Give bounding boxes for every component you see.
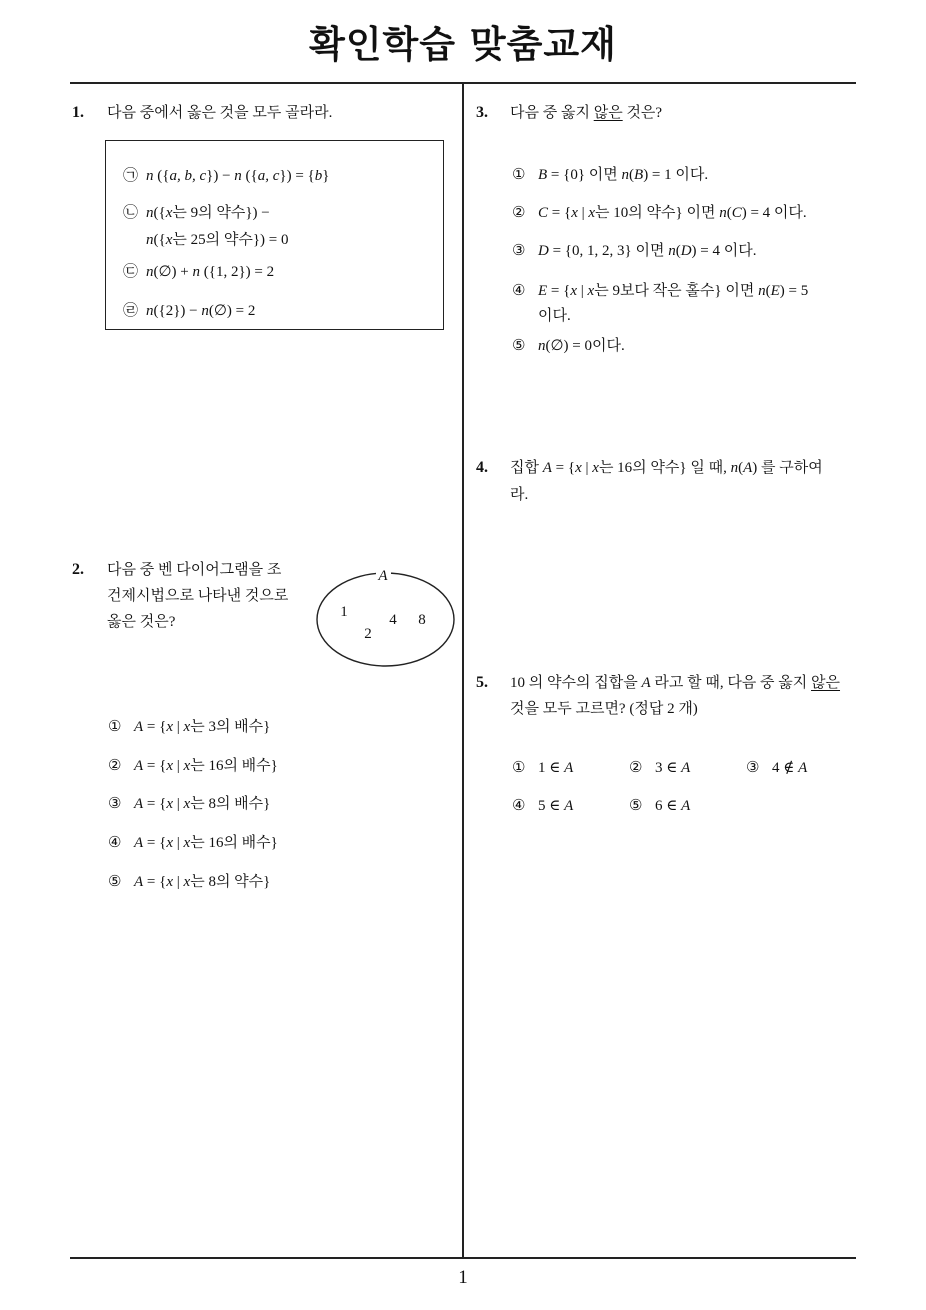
- answer-option: [629, 758, 690, 778]
- math-variable: x: [165, 232, 173, 248]
- text-run: 는 8의 배수}: [190, 796, 271, 812]
- answer-option: [108, 756, 278, 776]
- math-variable: A: [134, 835, 144, 851]
- math-variable: A: [564, 760, 574, 776]
- answer-option: [108, 872, 270, 892]
- math-variable: n: [668, 243, 676, 259]
- answer-option: [746, 758, 807, 778]
- math-variable: n: [146, 168, 154, 184]
- problem-question-line: 것을 모두 고르면? (정답 2 개): [510, 701, 698, 717]
- math-variable: A: [564, 798, 574, 814]
- option-marker: ④: [512, 798, 526, 814]
- text-run: (: [765, 283, 771, 299]
- text-run: 는 10의 약수} 이면: [595, 205, 720, 221]
- math-variable: x: [166, 719, 174, 735]
- text-run: (∅) = 0이다.: [545, 338, 625, 354]
- math-variable: x: [183, 796, 191, 812]
- page-title: 확인학습 맞춤교재: [309, 23, 617, 66]
- option-marker: ④: [512, 283, 526, 299]
- option-marker: ③: [746, 760, 760, 776]
- text-run: (∅) +: [153, 264, 193, 280]
- math-variable: b: [314, 168, 323, 184]
- statement-marker: ㉠: [123, 168, 139, 184]
- math-variable: A: [681, 798, 691, 814]
- text-run: = {0} 이면: [547, 167, 622, 183]
- text-run: (∅) = 2: [208, 303, 256, 319]
- text-run: 는 9보다 작은 홀수} 이면: [594, 283, 759, 299]
- math-variable: n: [146, 232, 154, 248]
- answer-option: [108, 794, 270, 814]
- math-variable: B: [634, 167, 644, 183]
- math-variable: x: [165, 205, 173, 221]
- set-element: 8: [418, 612, 426, 628]
- option-marker: ⑤: [512, 338, 526, 354]
- statement-marker: ㉡: [123, 205, 139, 221]
- math-variable: n: [146, 264, 154, 280]
- option-marker: ②: [512, 205, 526, 221]
- text-run: |: [173, 719, 184, 735]
- statement-marker: ㉢: [123, 264, 139, 280]
- text-run: 집합: [510, 460, 543, 476]
- option-text: [538, 338, 625, 354]
- statement-text: [146, 264, 274, 280]
- text-run: }) = {: [279, 168, 315, 184]
- text-run: ({1, 2}) = 2: [200, 264, 275, 280]
- text-run: ) = 1 이다.: [643, 167, 709, 183]
- math-variable: A: [134, 796, 144, 812]
- statement-item: [123, 203, 270, 223]
- question-text: 다음 중 옳지: [510, 105, 594, 121]
- text-run: = {: [143, 874, 167, 890]
- text-run: }) −: [206, 168, 235, 184]
- option-text: [134, 874, 270, 890]
- text-run: |: [173, 758, 184, 774]
- text-run: |: [577, 283, 588, 299]
- text-run: ({: [153, 205, 166, 221]
- text-run: ) = 4 이다.: [741, 205, 807, 221]
- problem-question-line: 다음 중 벤 다이어그램을 조: [107, 562, 282, 578]
- text-run: (: [629, 167, 635, 183]
- text-run: 는 16의 배수}: [190, 758, 278, 774]
- text-run: 는 16의 배수}: [190, 835, 278, 851]
- answer-option: [512, 281, 808, 301]
- option-text: [655, 760, 690, 776]
- option-marker: ②: [629, 760, 643, 776]
- option-marker: ①: [512, 167, 526, 183]
- math-variable: B: [538, 167, 548, 183]
- text-run: |: [581, 460, 593, 476]
- text-run: = {: [143, 719, 167, 735]
- option-marker: ⑤: [108, 874, 122, 890]
- answer-option: [512, 336, 625, 356]
- math-variable: A: [798, 760, 808, 776]
- math-variable: x: [570, 283, 578, 299]
- text-run: (: [738, 460, 744, 476]
- text-run: |: [173, 796, 184, 812]
- option-text: [538, 205, 807, 221]
- problem-question-line: 건제시법으로 나타낸 것으로: [107, 588, 289, 604]
- problem-question-line: [510, 458, 823, 478]
- math-variable: A: [743, 460, 753, 476]
- question-text: [510, 675, 811, 691]
- math-variable: x: [183, 835, 191, 851]
- text-run: ({2}) −: [153, 303, 202, 319]
- option-marker: ①: [108, 719, 122, 735]
- math-variable: n: [621, 167, 630, 183]
- emphasis-underline: 않은: [811, 675, 841, 691]
- text-run: 이다.: [538, 308, 571, 324]
- math-variable: a, b, c: [169, 168, 207, 184]
- text-run: 1 ∈: [538, 760, 565, 776]
- set-element: 4: [389, 612, 397, 628]
- statement-marker: ㉣: [123, 303, 139, 319]
- text-run: = {: [551, 460, 576, 476]
- answer-option: [512, 796, 573, 816]
- set-element: 1: [340, 604, 348, 620]
- math-variable: A: [641, 675, 651, 691]
- problem-question-line: 옳은 것은?: [107, 614, 176, 630]
- text-run: |: [577, 205, 589, 221]
- math-variable: x: [166, 835, 174, 851]
- text-run: = {: [547, 283, 571, 299]
- question-text: 것은?: [622, 105, 663, 121]
- problem-number: 3.: [476, 104, 488, 121]
- math-variable: n: [719, 205, 727, 221]
- question-text: [510, 487, 528, 503]
- problem-number: 5.: [476, 674, 488, 691]
- math-variable: A: [681, 760, 691, 776]
- text-run: ) = 4 이다.: [691, 243, 757, 259]
- answer-option: [512, 241, 756, 261]
- math-variable: n: [730, 460, 739, 476]
- statement-item: [123, 166, 329, 186]
- math-variable: x: [587, 283, 595, 299]
- math-variable: n: [538, 338, 546, 354]
- text-run: 는 3의 배수}: [190, 719, 271, 735]
- text-run: 6 ∈: [655, 798, 682, 814]
- option-marker: ③: [512, 243, 526, 259]
- option-text: [655, 798, 690, 814]
- answer-option: [512, 203, 807, 223]
- math-variable: a, c: [257, 168, 280, 184]
- math-variable: x: [166, 796, 174, 812]
- math-variable: D: [538, 243, 549, 259]
- statement-text: [146, 205, 270, 221]
- option-text: [538, 760, 573, 776]
- text-run: }: [322, 168, 330, 184]
- math-variable: D: [680, 243, 692, 259]
- option-text: [538, 243, 756, 259]
- statement-item: [123, 301, 255, 321]
- text-run: = {: [143, 758, 167, 774]
- math-variable: A: [134, 719, 144, 735]
- math-variable: x: [183, 719, 191, 735]
- math-variable: x: [166, 758, 174, 774]
- text-run: = {: [143, 835, 167, 851]
- text-run: ({: [153, 168, 170, 184]
- text-run: |: [173, 874, 184, 890]
- option-text: [538, 167, 708, 183]
- math-variable: n: [758, 283, 766, 299]
- problem-question-line: [510, 673, 840, 693]
- problem-question: 다음 중에서 옳은 것을 모두 골라라.: [107, 105, 333, 121]
- set-a-ellipse: [317, 573, 454, 666]
- statement-item: [123, 262, 274, 282]
- option-text: [538, 798, 573, 814]
- text-run: = {: [143, 796, 167, 812]
- math-variable: A: [134, 758, 144, 774]
- text-run: ({: [153, 232, 166, 248]
- math-variable: E: [770, 283, 780, 299]
- math-variable: n: [201, 303, 209, 319]
- math-variable: x: [183, 758, 191, 774]
- math-variable: n: [192, 264, 201, 280]
- text-run: = {: [548, 205, 572, 221]
- answer-option: [512, 758, 573, 778]
- math-variable: n: [146, 303, 154, 319]
- option-text: [134, 796, 270, 812]
- venn-diagram: [314, 566, 460, 672]
- answer-option: [108, 717, 270, 737]
- text-run: 는 9의 약수}) −: [172, 205, 270, 221]
- option-marker: ③: [108, 796, 122, 812]
- text-run: 라고 할 때, 다음 중 옳지: [650, 675, 812, 691]
- math-variable: x: [575, 460, 582, 476]
- text-run: ) 를 구하여: [752, 460, 823, 476]
- question-text: [510, 460, 823, 476]
- set-label: A: [378, 568, 388, 584]
- answer-option: [629, 796, 690, 816]
- math-variable: E: [538, 283, 548, 299]
- option-text: [134, 758, 278, 774]
- option-text: [134, 835, 278, 851]
- statement-text: [146, 303, 255, 319]
- statement-text: [146, 168, 329, 184]
- statement-continuation: [146, 230, 289, 250]
- text-run: 3 ∈: [655, 760, 682, 776]
- math-variable: x: [166, 874, 174, 890]
- option-text: [538, 308, 571, 324]
- option-marker: ④: [108, 835, 122, 851]
- math-variable: C: [538, 205, 549, 221]
- math-variable: A: [134, 874, 144, 890]
- math-variable: x: [588, 205, 596, 221]
- text-run: 10 의 약수의 집합을: [510, 675, 642, 691]
- problem-number: 2.: [72, 561, 84, 578]
- text-run: 는 25의 약수}) = 0: [172, 232, 289, 248]
- math-variable: n: [146, 205, 154, 221]
- math-variable: x: [592, 460, 599, 476]
- text-run: 5 ∈: [538, 798, 565, 814]
- page-number: 1: [458, 1267, 468, 1288]
- math-variable: C: [731, 205, 742, 221]
- answer-option: [108, 833, 278, 853]
- option-marker: ⑤: [629, 798, 643, 814]
- math-variable: x: [183, 874, 191, 890]
- statement-text: [146, 232, 289, 248]
- answer-option: [512, 165, 708, 185]
- answer-option-continuation: [538, 306, 571, 326]
- text-run: 는 16의 약수} 일 때,: [598, 460, 731, 476]
- text-run: 라.: [510, 487, 529, 503]
- text-run: 4 ∉: [772, 760, 799, 776]
- problem-number: 4.: [476, 459, 488, 476]
- text-run: ) = 5: [779, 283, 809, 299]
- option-text: [538, 283, 808, 299]
- text-run: = {0, 1, 2, 3} 이면: [548, 243, 669, 259]
- math-variable: A: [542, 460, 552, 476]
- math-variable: x: [571, 205, 578, 221]
- text-run: (: [726, 205, 732, 221]
- option-text: [772, 760, 807, 776]
- text-run: ({: [241, 168, 258, 184]
- problem-question: [510, 103, 662, 123]
- footer-rule: [70, 1257, 856, 1259]
- set-element: 2: [364, 626, 372, 642]
- text-run: |: [173, 835, 184, 851]
- text-run: 는 8의 약수}: [190, 874, 271, 890]
- problem-question-line: [510, 485, 528, 505]
- math-variable: n: [234, 168, 242, 184]
- option-marker: ②: [108, 758, 122, 774]
- problem-number: 1.: [72, 104, 84, 121]
- option-text: [134, 719, 270, 735]
- emphasis-underline: 않은: [593, 105, 623, 121]
- option-marker: ①: [512, 760, 526, 776]
- text-run: (: [675, 243, 681, 259]
- column-divider: [462, 83, 464, 1258]
